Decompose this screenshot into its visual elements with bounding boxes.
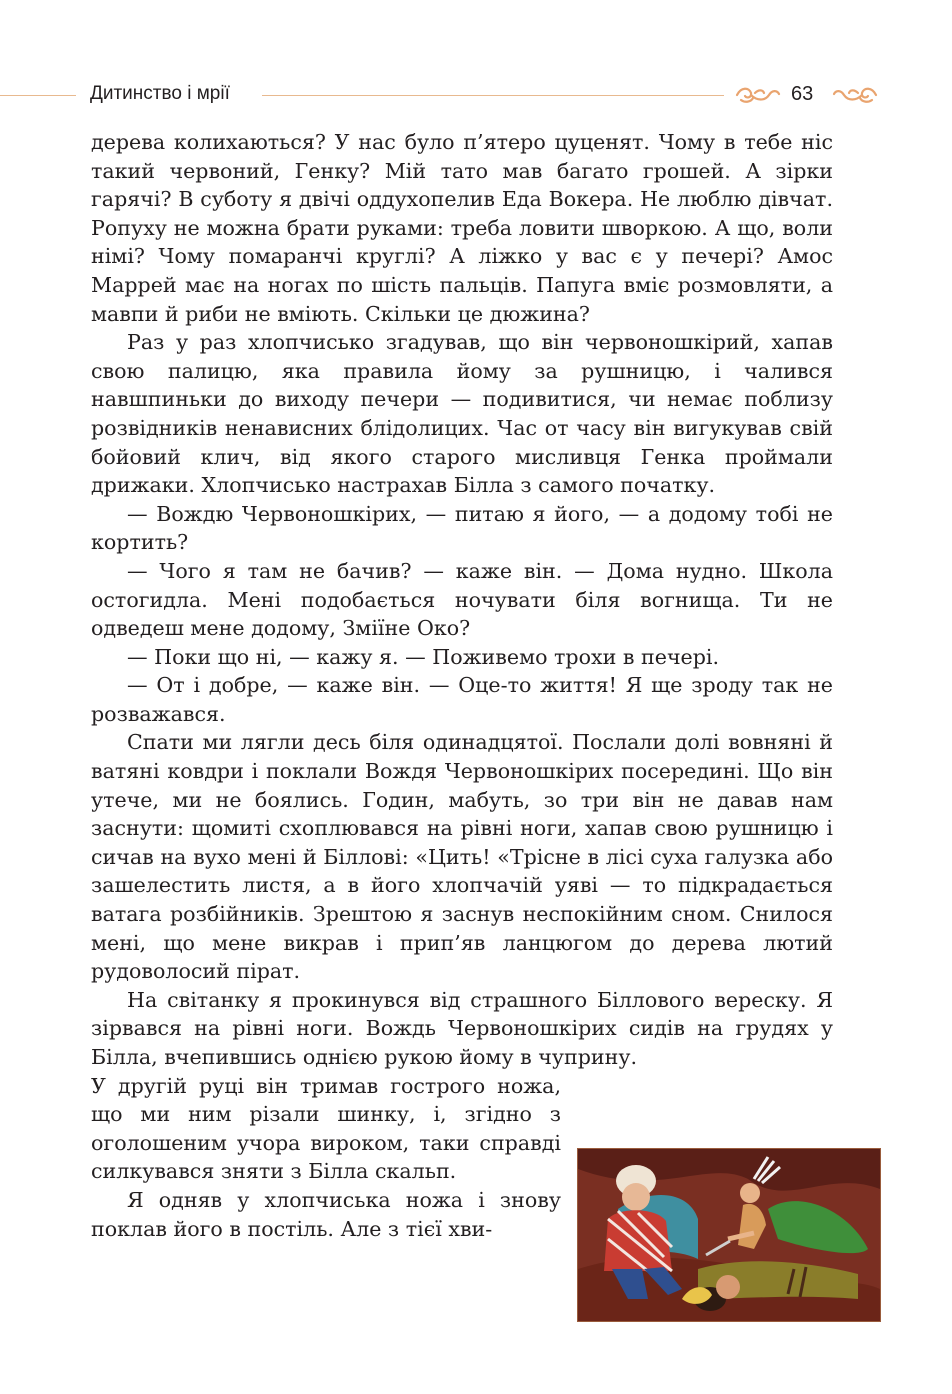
story-text — [91, 128, 833, 1243]
illustration-scene — [578, 1149, 880, 1321]
paragraph: Я одняв у хлопчиська ножа і знову поклав його в постіль. Але з тієї хви- — [91, 1187, 561, 1241]
dialogue-line: — Поки що ні, — кажу я. — Поживемо трохи в печері. — [127, 644, 720, 669]
header-rule-left — [0, 95, 76, 96]
story-illustration — [577, 1148, 881, 1322]
dialogue-line: — От і добре, — каже він. — Оце-то життя! Я ще зроду так не розважався. — [91, 673, 833, 726]
running-header — [0, 78, 952, 114]
paragraph: Раз у раз хлопчисько згадував, що він червоношкірий, хапав свою палицю, яка правила йому за рушницю, і чалився навшпиньки до виходу печери — подивитися, чи немає поблизу розвідників ненависних блідолицих. Час от часу він вигукував свій бойовий клич, від якого старого мисливця Генка проймали дрижаки. Хлопчисько настрахав Білла з самого початку. — [91, 330, 833, 498]
scroll-flourish-icon — [832, 84, 880, 106]
dialogue-line: — Вождю Червоношкірих, — питаю я його, — а додому тобі не кортить? — [91, 501, 833, 555]
dialogue-line: — Чого я там не бачив? — каже він. — Дома нудно. Школа остогидла. Мені подобається ночувати біля вогнища. Ти не одведеш мене додому, Зміїне Око? — [91, 558, 833, 641]
paragraph: дерева колихаються? У нас було п’ятеро цуценят. Чому в тебе ніс такий червоний, Генку? Мій тато мав багато грошей. А зірки гарячі? В суботу я двічі оддухопелив Еда Вокера. Не люблю дівчат. Ропуху не можна брати руками: треба ловити шворкою. А що, воли німі? Чому помаранчі круглі? А ліжко у вас є у печері? Амос Маррей має на ногах по шість пальців. Папуга вміє розмовляти, а мавпи й риби не вміють. Скільки це дюжина? — [91, 130, 833, 326]
section-title: Дитинство і мрії — [90, 83, 230, 104]
paragraph: На світанку я прокинувся від страшного Біллового вереску. Я зірвався на рівні ноги. Вождь Червоношкірих сидів на грудях у Білла, вчепившись однією рукою йому в чуприну. — [91, 987, 833, 1069]
scroll-flourish-icon — [733, 84, 781, 106]
paragraph: У другій руці він тримав гострого ножа, що ми ним різали шинку, і, згідно з оголошеним учора вироком, таки справді силкувався зняти з Білла скальп. — [91, 1073, 561, 1184]
page-number: 63 — [791, 83, 814, 105]
paragraph: Спати ми лягли десь біля одинадцятої. Послали долі вовняні й ватяні ковдри і поклали Вождя Червоношкірих посередині. Що він утече, ми не боялись. Годин, мабуть, зо три він не давав нам заснути: щомиті схоплювався на рівні ноги, хапав свою рушницю і сичав на вухо мені й Біллові: «Цить! «Трісне в лісі суха галузка або зашелестить листя, а в його хлопчачій уяві — то підкрадається ватага розбійників. Зрештою я заснув неспокійним сном. Снилося мені, що мене викрав і прип’яв ланцюгом до дерева лютий рудоволосий пірат. — [91, 730, 833, 984]
header-rule-right — [262, 95, 724, 96]
